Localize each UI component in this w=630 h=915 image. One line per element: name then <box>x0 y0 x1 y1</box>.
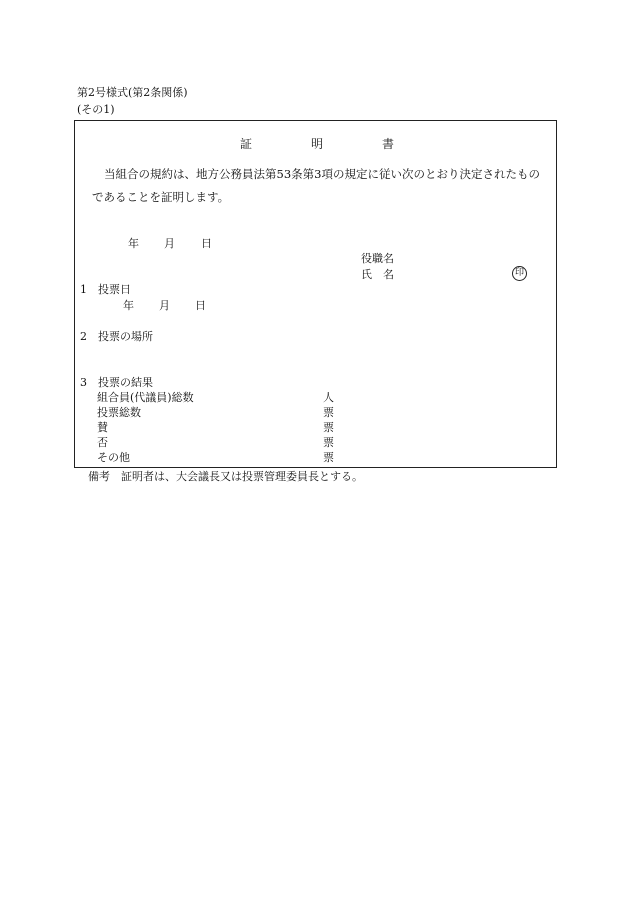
seal-icon: 印 <box>512 266 527 281</box>
certificate-title-char-3: 書 <box>382 137 395 151</box>
certificate-date-year: 年 <box>128 237 139 250</box>
vote-result-row-unit: 票 <box>323 421 334 434</box>
vote-result-row-label: 賛 <box>97 421 108 434</box>
vote-result-row-unit: 票 <box>323 406 334 419</box>
certificate-date-month: 月 <box>164 237 175 250</box>
vote-result-row-label: 否 <box>97 436 108 449</box>
vote-result-row-label: その他 <box>97 451 130 464</box>
certificate-body-line-2: であることを証明します。 <box>92 190 230 204</box>
vote-result-heading: 3 投票の結果 <box>80 376 153 389</box>
certificate-body-line-1: 当組合の規約は、地方公務員法第53条第3項の規定に従い次のとおり決定されたもの <box>104 167 540 181</box>
certificate-title-char-2: 明 <box>311 137 324 151</box>
form-number: 第2号様式(第2条関係) <box>77 86 188 99</box>
vote-result-row-unit: 票 <box>323 451 334 464</box>
vote-place-heading: 2 投票の場所 <box>80 330 153 343</box>
certificate-title-char-1: 証 <box>240 137 253 151</box>
signer-name-label: 氏 名 <box>361 268 394 281</box>
form-sub-number: (その1) <box>77 103 115 116</box>
vote-result-row-unit: 人 <box>323 391 334 404</box>
vote-result-row-label: 組合員(代議員)総数 <box>97 391 194 404</box>
vote-date-year: 年 <box>123 299 134 312</box>
signer-position-label: 役職名 <box>361 252 394 265</box>
vote-date-month: 月 <box>159 299 170 312</box>
vote-date-day: 日 <box>195 299 206 312</box>
certificate-date-day: 日 <box>201 237 212 250</box>
footnote: 備考 証明者は、大会議長又は投票管理委員長とする。 <box>88 470 363 483</box>
vote-date-heading: 1 投票日 <box>80 283 131 296</box>
vote-result-row-label: 投票総数 <box>97 406 141 419</box>
vote-result-row-unit: 票 <box>323 436 334 449</box>
